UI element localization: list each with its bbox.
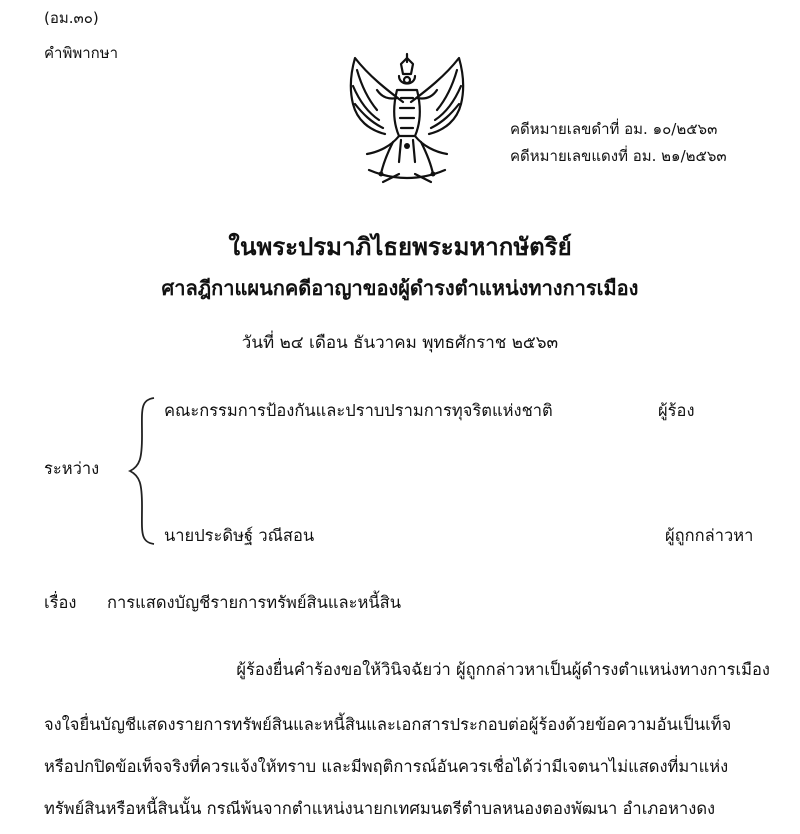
body-line: หรือปกปิดข้อเท็จจริงที่ควรแจ้งให้ทราบ และมีพฤติการณ์อันควรเชื่อได้ว่ามีเจตนาไม่แสดงที่มาแห่ง: [44, 757, 729, 776]
subject-text: การแสดงบัญชีรายการทรัพย์สินและหนี้สิน: [107, 593, 401, 612]
plaintiff-name: คณะกรรมการป้องกันและปราบปรามการทุจริตแห่งชาติ: [164, 401, 553, 420]
brace-icon: [128, 396, 158, 546]
red-case-number: คดีหมายเลขแดงที่ อม. ๒๑/๒๕๖๓: [510, 147, 727, 165]
body-line: จงใจยื่นบัญชีแสดงรายการทรัพย์สินและหนี้สินและเอกสารประกอบต่อผู้ร้องด้วยข้อความอันเป็นเท็จ: [44, 715, 732, 734]
garuda-emblem-icon: [343, 50, 471, 188]
document-type: คำพิพากษา: [44, 44, 119, 62]
form-code: (อม.๓๐): [44, 9, 99, 27]
defendant-role: ผู้ถูกกล่าวหา: [665, 526, 754, 545]
body-line: ผู้ร้องยื่นคำร้องขอให้วินิจฉัยว่า ผู้ถูกกล่าวหาเป็นผู้ดำรงตำแหน่งทางการเมือง: [236, 660, 770, 679]
black-case-number: คดีหมายเลขดำที่ อม. ๑๐/๒๕๖๓: [510, 120, 718, 138]
court-name: ศาลฎีกาแผนกคดีอาญาของผู้ดำรงตำแหน่งทางการเมือง: [161, 276, 639, 300]
subject-label: เรื่อง: [44, 593, 77, 612]
between-label: ระหว่าง: [44, 459, 100, 478]
body-line: ทรัพย์สินหรือหนี้สินนั้น กรณีพ้นจากตำแหน่งนายกเทศมนตรีตำบลหนองตองพัฒนา อำเภอหางดง: [44, 799, 716, 818]
judgment-date: วันที่ ๒๔ เดือน ธันวาคม พุทธศักราช ๒๕๖๓: [241, 333, 559, 353]
defendant-name: นายประดิษฐ์ วณีสอน: [164, 526, 315, 545]
plaintiff-role: ผู้ร้อง: [658, 401, 695, 420]
royal-title: ในพระปรมาภิไธยพระมหากษัตริย์: [228, 233, 572, 261]
